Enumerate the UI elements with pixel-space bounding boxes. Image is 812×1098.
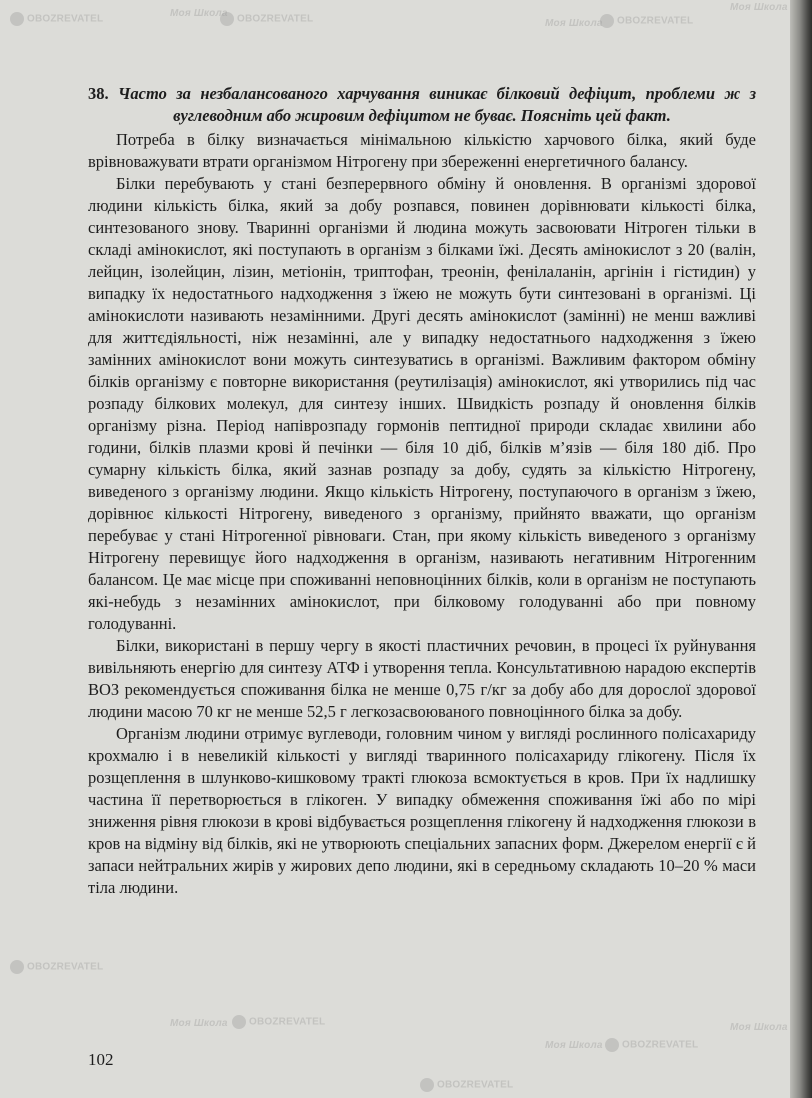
watermark-circle-icon <box>10 12 24 26</box>
paragraph-4: Організм людини отримує вуглеводи, головним чином у вигляді рослинного полісахариду крохмалю і в невеликій кількості у вигляді тваринного полісахариду глікогену. Після їх розщеплення в шлунково-кишковому тракті глюкоза всмоктується в кров. При їх надлишку частина її перетворюється в глікоген. У випадку обмеження споживання їжі або по мірі зниження рівня глюкози в крові відбувається розщеплення глікогену й надходження глюкози в кров на відміну від білків, які не утворюють спеціальних запасних форм. Джерелом енергії є й запаси нейтральних жирів у жирових депо людини, які в середньому складають 10–20 % маси тіла людини. <box>88 724 756 897</box>
watermark-logo: OBOZREVATEL <box>420 1078 513 1092</box>
watermark-logo: OBOZREVATEL <box>605 1038 698 1052</box>
watermark-text: Моя Школа <box>730 1022 788 1033</box>
watermark-circle-icon <box>220 12 234 26</box>
watermark-text: Моя Школа <box>545 1040 603 1051</box>
watermark-logo: OBOZREVATEL <box>600 14 693 28</box>
watermark-circle-icon <box>600 14 614 28</box>
watermark-circle-icon <box>605 1038 619 1052</box>
watermark-text: Моя Школа <box>730 2 788 13</box>
paragraph-2: Білки перебувають у стані безперервного обміну й оновлення. В організмі здорової людини кількість білка, який за добу розпався, повинен дорівнювати кількості білка, синтезованого знову. Тваринні організми й людина можуть засвоювати Нітроген тільки в складі амінокислот, які поступають в організм з білками їжі. Десять амінокислот з 20 (валін, лейцин, ізолейцин, лізин, метіонін, триптофан, треонін, фенілаланін, аргінін і гістидин) у випадку їх недостатнього надходження з їжею не можуть бути синтезовані в організмі. Ці амінокислоти називають незамінними. Другі десять амінокислот (замінні) не менш важливі для життєдіяльності, ніж незамінні, але у випадку недостатнього надходження з їжею замінних амінокислот вони можуть синтезуватись в організмі. Важливим фактором обміну білків організму є повторне використання (реутилізація) амінокислот, які утворились під час розпаду білкових молекул, для синтезу інших. Швидкість розпаду й оновлення білків організму різна. Період напіврозпаду гормонів пептидної природи складає хвилини або години, білків плазми крові й печінки — біля 10 діб, білків м’язів — біля 180 діб. Про сумарну кількість білка, який зазнав розпаду за добу, судять за кількістю Нітрогену, виведеного з організму людини. Якщо кількість Нітрогену, поступаючого в організм з їжею, дорівнює кількості Нітрогену, виведеного з організму, прийнято вважати, що організм перебуває у стані Нітрогенної рівноваги. Стан, при якому кількість виведеного з організму Нітрогену перевищує його надходження в організм, називають негативним Нітрогенним балансом. Це має місце при споживанні неповноцінних білків, коли в організм не поступають які-небудь з незамінних амінокислот, при білковому голодуванні або при повному голодуванні. <box>88 174 756 633</box>
watermark-text: Моя Школа <box>545 18 603 29</box>
book-spine-shadow <box>790 0 812 1098</box>
paragraph-3: Білки, використані в першу чергу в якості пластичних речовин, в процесі їх руйнування вивільняють енергію для синтезу АТФ і утворення тепла. Консультативною нарадою експертів ВОЗ рекомендується споживання білка не менше 0,75 г/кг за добу або для дорослої здорової людини масою 70 кг не менше 52,5 г легкозасвоюваного повноцінного білка за добу. <box>88 636 756 721</box>
question-text: Часто за незбалансованого харчування виникає білковий дефіцит, проблеми ж з вуглеводним або жировим дефіцитом не буває. Поясніть цей факт. <box>118 84 757 125</box>
watermark-logo: OBOZREVATEL <box>220 12 313 26</box>
watermark-circle-icon <box>232 1015 246 1029</box>
page-content <box>88 83 756 899</box>
paragraph-1: Потреба в білку визначається мінімальною кількістю харчового білка, який буде врівноважувати втрати організмом Нітрогену при збереженні енергетичного балансу. <box>88 130 756 171</box>
watermark-logo: OBOZREVATEL <box>232 1015 325 1029</box>
page-number: 102 <box>88 1050 114 1069</box>
question-number: 38. <box>88 84 109 103</box>
watermark-logo: OBOZREVATEL <box>10 960 103 974</box>
watermark-text: Моя Школа <box>170 8 228 19</box>
watermark-text: Моя Школа <box>170 1018 228 1029</box>
question-heading <box>88 83 756 127</box>
watermark-logo: OBOZREVATEL <box>10 12 103 26</box>
watermark-circle-icon <box>420 1078 434 1092</box>
watermark-circle-icon <box>10 960 24 974</box>
